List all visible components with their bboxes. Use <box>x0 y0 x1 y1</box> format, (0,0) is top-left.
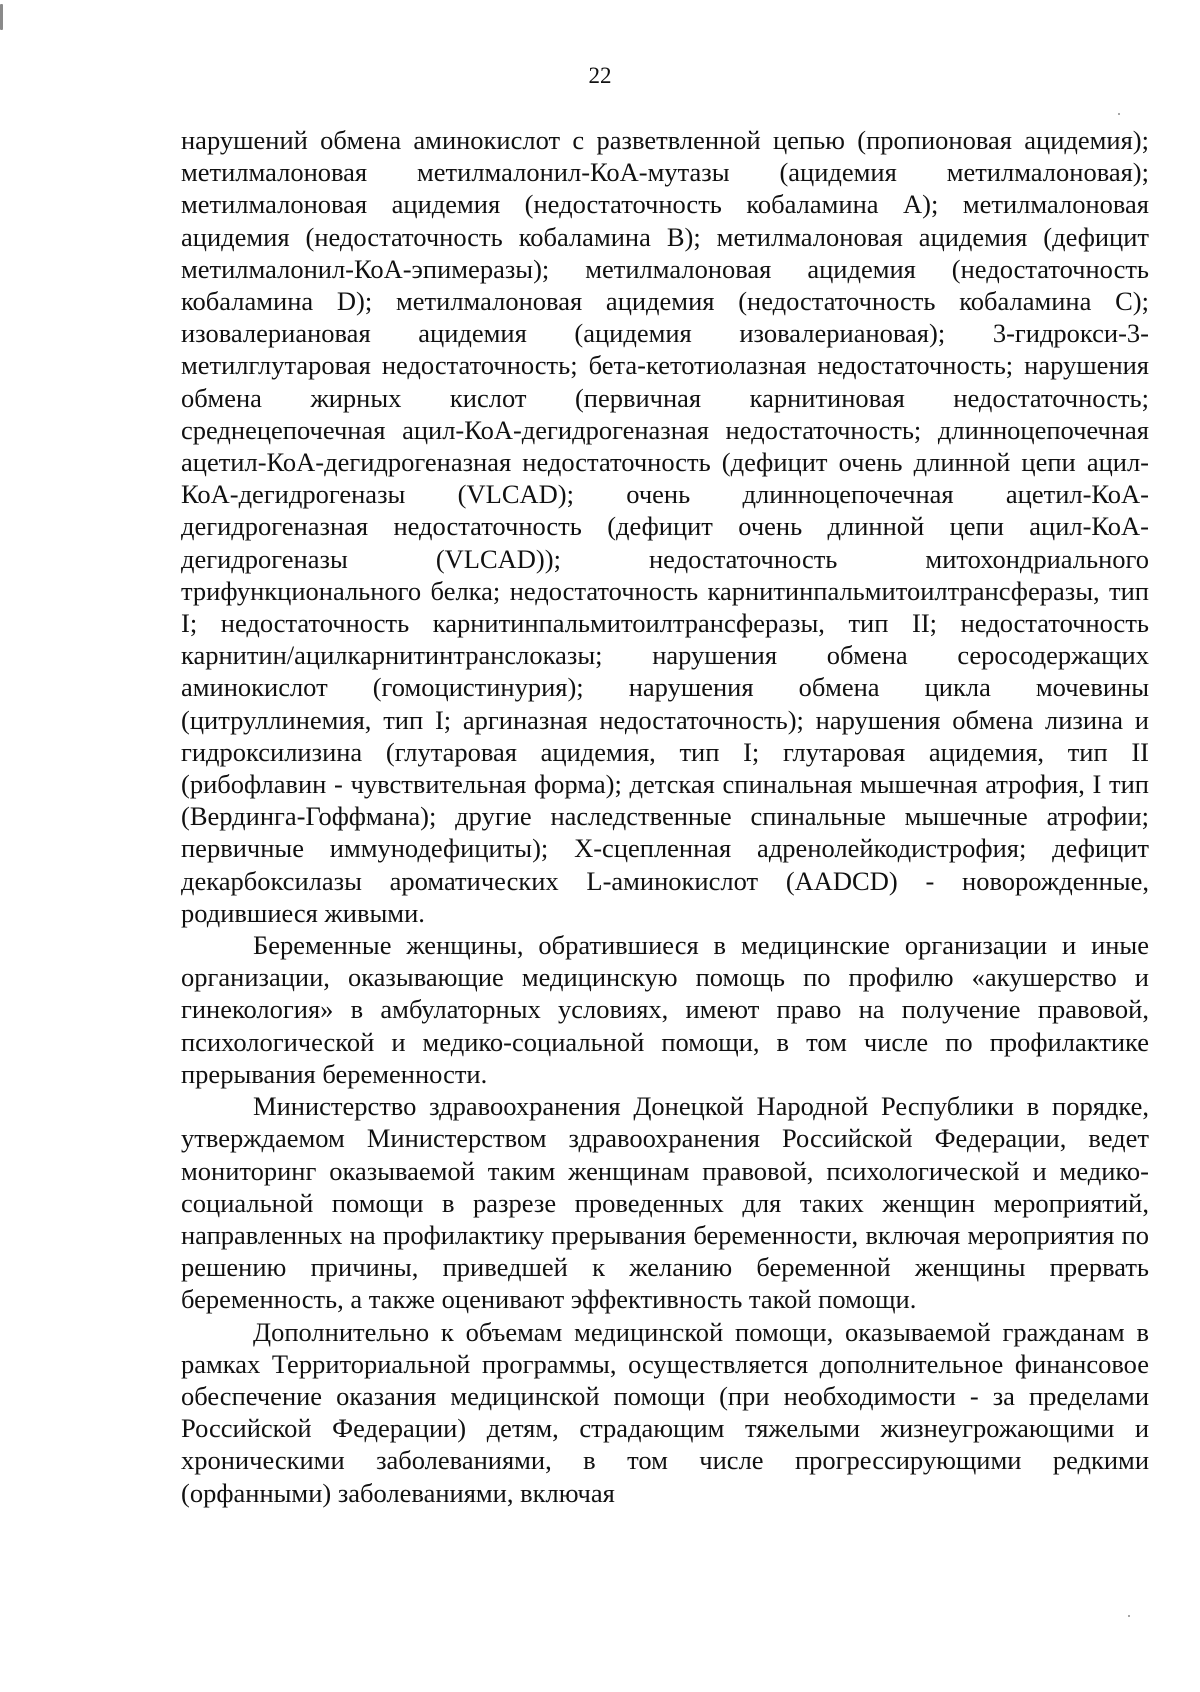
paragraph-ministry-monitoring: Министерство здравоохранения Донецкой Народной Республики в порядке, утверждаемом Министерством здравоохранения Российской Федерации, ведет мониторинг оказываемой таким женщинам правовой, психологической и медико-социальной помощи в разрезе проведенных для таких женщин мероприятий, направленных на профилактику прерывания беременности, включая мероприятия по решению причины, приведшей к желанию беременной женщины прервать беременность, а также оценивают эффективность такой помощи. <box>181 1091 1149 1315</box>
scan-mark-left <box>0 4 3 30</box>
paragraph-pregnant-women-rights: Беременные женщины, обратившиеся в медицинские организации и иные организации, оказывающие медицинскую помощь по профилю «акушерство и гинекология» в амбулаторных условиях, имеют право на получение правовой, психологической и медико-социальной помощи, в том числе по профилактике прерывания беременности. <box>181 930 1149 1089</box>
page-number: 22 <box>588 63 612 88</box>
scan-mark-bottom-right <box>1128 1615 1130 1617</box>
document-body <box>181 124 1149 1509</box>
scan-mark-top-right <box>1118 113 1120 115</box>
paragraph-additional-funding: Дополнительно к объемам медицинской помощи, оказываемой гражданам в рамках Территориальной программы, осуществляется дополнительное финансовое обеспечение оказания медицинской помощи (при необходимости - за пределами Российской Федерации) детям, страдающим тяжелыми жизнеугрожающими и хроническими заболеваниями, в том числе прогрессирующими редкими (орфанными) заболеваниями, включая <box>181 1316 1149 1508</box>
paragraph-disease-list: нарушений обмена аминокислот с разветвленной цепью (пропионовая ацидемия); метилмалоновая метилмалонил-КоА-мутазы (ацидемия метилмалоновая); метилмалоновая ацидемия (недостаточность кобаламина А); метилмалоновая ацидемия (недостаточность кобаламина В); метилмалоновая ацидемия (дефицит метилмалонил-КоА-эпимеразы); метилмалоновая ацидемия (недостаточность кобаламина D); метилмалоновая ацидемия (недостаточность кобаламина С); изовалериановая ацидемия (ацидемия изовалериановая); 3-гидрокси-3-метилглутаровая недостаточность; бета-кетотиолазная недостаточность; нарушения обмена жирных кислот (первичная карнитиновая недостаточность; среднецепочечная ацил-КоА-дегидрогеназная недостаточность; длинноцепочечная ацетил-КоА-дегидрогеназная недостаточность (дефицит очень длинной цепи ацил-КоА-дегидрогеназы (VLCAD); очень длинноцепочечная ацетил-КоА-дегидрогеназная недостаточность (дефицит очень длинной цепи ацил-КоА-дегидрогеназы (VLCAD)); недостаточность митохондриального трифункционального белка; недостаточность карнитинпальмитоилтрансферазы, тип I; недостаточность карнитинпальмитоилтрансферазы, тип II; недостаточность карнитин/ацилкарнитинтранслоказы; нарушения обмена серосодержащих аминокислот (гомоцистинурия); нарушения обмена цикла мочевины (цитруллинемия, тип I; аргиназная недостаточность); нарушения обмена лизина и гидроксилизина (глутаровая ацидемия, тип I; глутаровая ацидемия, тип II (рибофлавин - чувствительная форма); детская спинальная мышечная атрофия, I тип (Вердинга-Гоффмана); другие наследственные спинальные мышечные атрофии; первичные иммунодефициты); Х-сцепленная адренолейкодистрофия; дефицит декарбоксилазы ароматических L-аминокислот (AADCD) - новорожденные, родившиеся живыми. <box>181 125 1149 928</box>
